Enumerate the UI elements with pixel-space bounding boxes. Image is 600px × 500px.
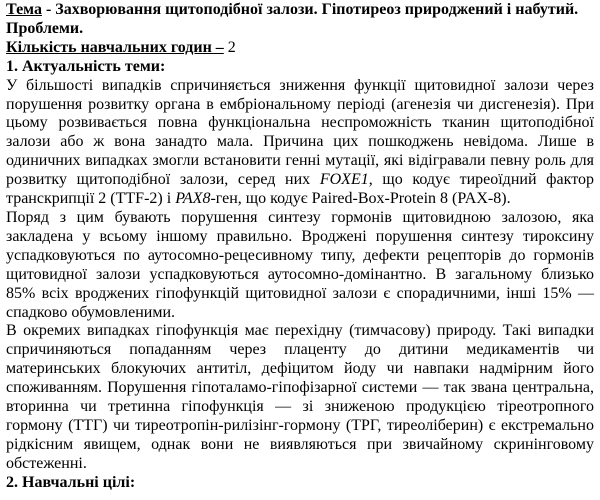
paragraph-3: В окремих випадках гіпофункція має перехідну (тимчасову) природу. Такі випадки спричиняються попаданням через плаценту до дитини медикаментів чи материнських блокуючих антитіл, дефіцитом йоду чи навпаки надмірним його споживанням. Порушення гіпоталамо-гіпофізарної системи — так звана центральна, вторинна чи третинна гіпофункція — зі зниженою продукцією тіреотропного гормону (ТТГ) чи тиреотропін-рилізінг-гормону (ТРГ, тиреоліберин) є екстремально рідкісним явищем, однак вони не виявляються при звичайному скринінговому обстеженні. <box>6 322 594 472</box>
hours-value: 2 <box>223 38 236 56</box>
section1-heading: 1. Актуальність теми: <box>6 57 166 75</box>
topic-label: Тема <box>6 1 42 18</box>
hours-line <box>6 39 594 58</box>
topic-title: Захворювання щитоподібної залози. Гіпотиреоз природжений і набутий. Проблеми. <box>6 1 579 37</box>
topic-line <box>6 0 594 39</box>
section2-heading: 2. Навчальні цілі: <box>6 473 136 491</box>
paragraph-1-text-a: У більшості випадків спричиняється зниження функції щитовидної залози через порушення розвитку органа в ембріональному періоді (агенезія чи дисгенезія). При цьому розвивається повна функціональна неспроможність тканин щитоподібної залози або ж вона занадто мала. Причина цих пошкоджень невідома. Лише в одиничних випадках змогли встановити генні мутації, які відігравали певну роль для розвитку щитоподібної залози, серед них <box>6 76 594 189</box>
topic-separator: - <box>41 1 56 18</box>
paragraph-1-text-c: -ген, що кодує Paired-Box-Protein 8 (PAX-8). <box>210 190 511 208</box>
paragraph-1 <box>6 77 594 209</box>
paragraph-2: Поряд з цим бувають порушення синтезу гормонів щитовидною залозою, яка закладена у всьому іншому правильно. Вроджені порушення синтезу тироксину успадковуються по аутосомно-рецесивному типу, дефекти рецепторів до гормонів щитовидної залози успадковуються аутосомно-домінантно. В загальному близько 85% всіх вроджених гіпофункцій щитовидної залози є спорадичними, інші 15% — спадково обумовленими. <box>6 208 594 321</box>
hours-label: Кількість навчальних годин – <box>6 38 224 56</box>
gene-pax8: PAX8 <box>175 190 211 208</box>
paragraph-1-text-b: , що кодує тиреоїдний фактор транскрипції 2 (TTF-2) і <box>6 171 594 208</box>
gene-foxe1: FOXE1 <box>319 171 369 189</box>
